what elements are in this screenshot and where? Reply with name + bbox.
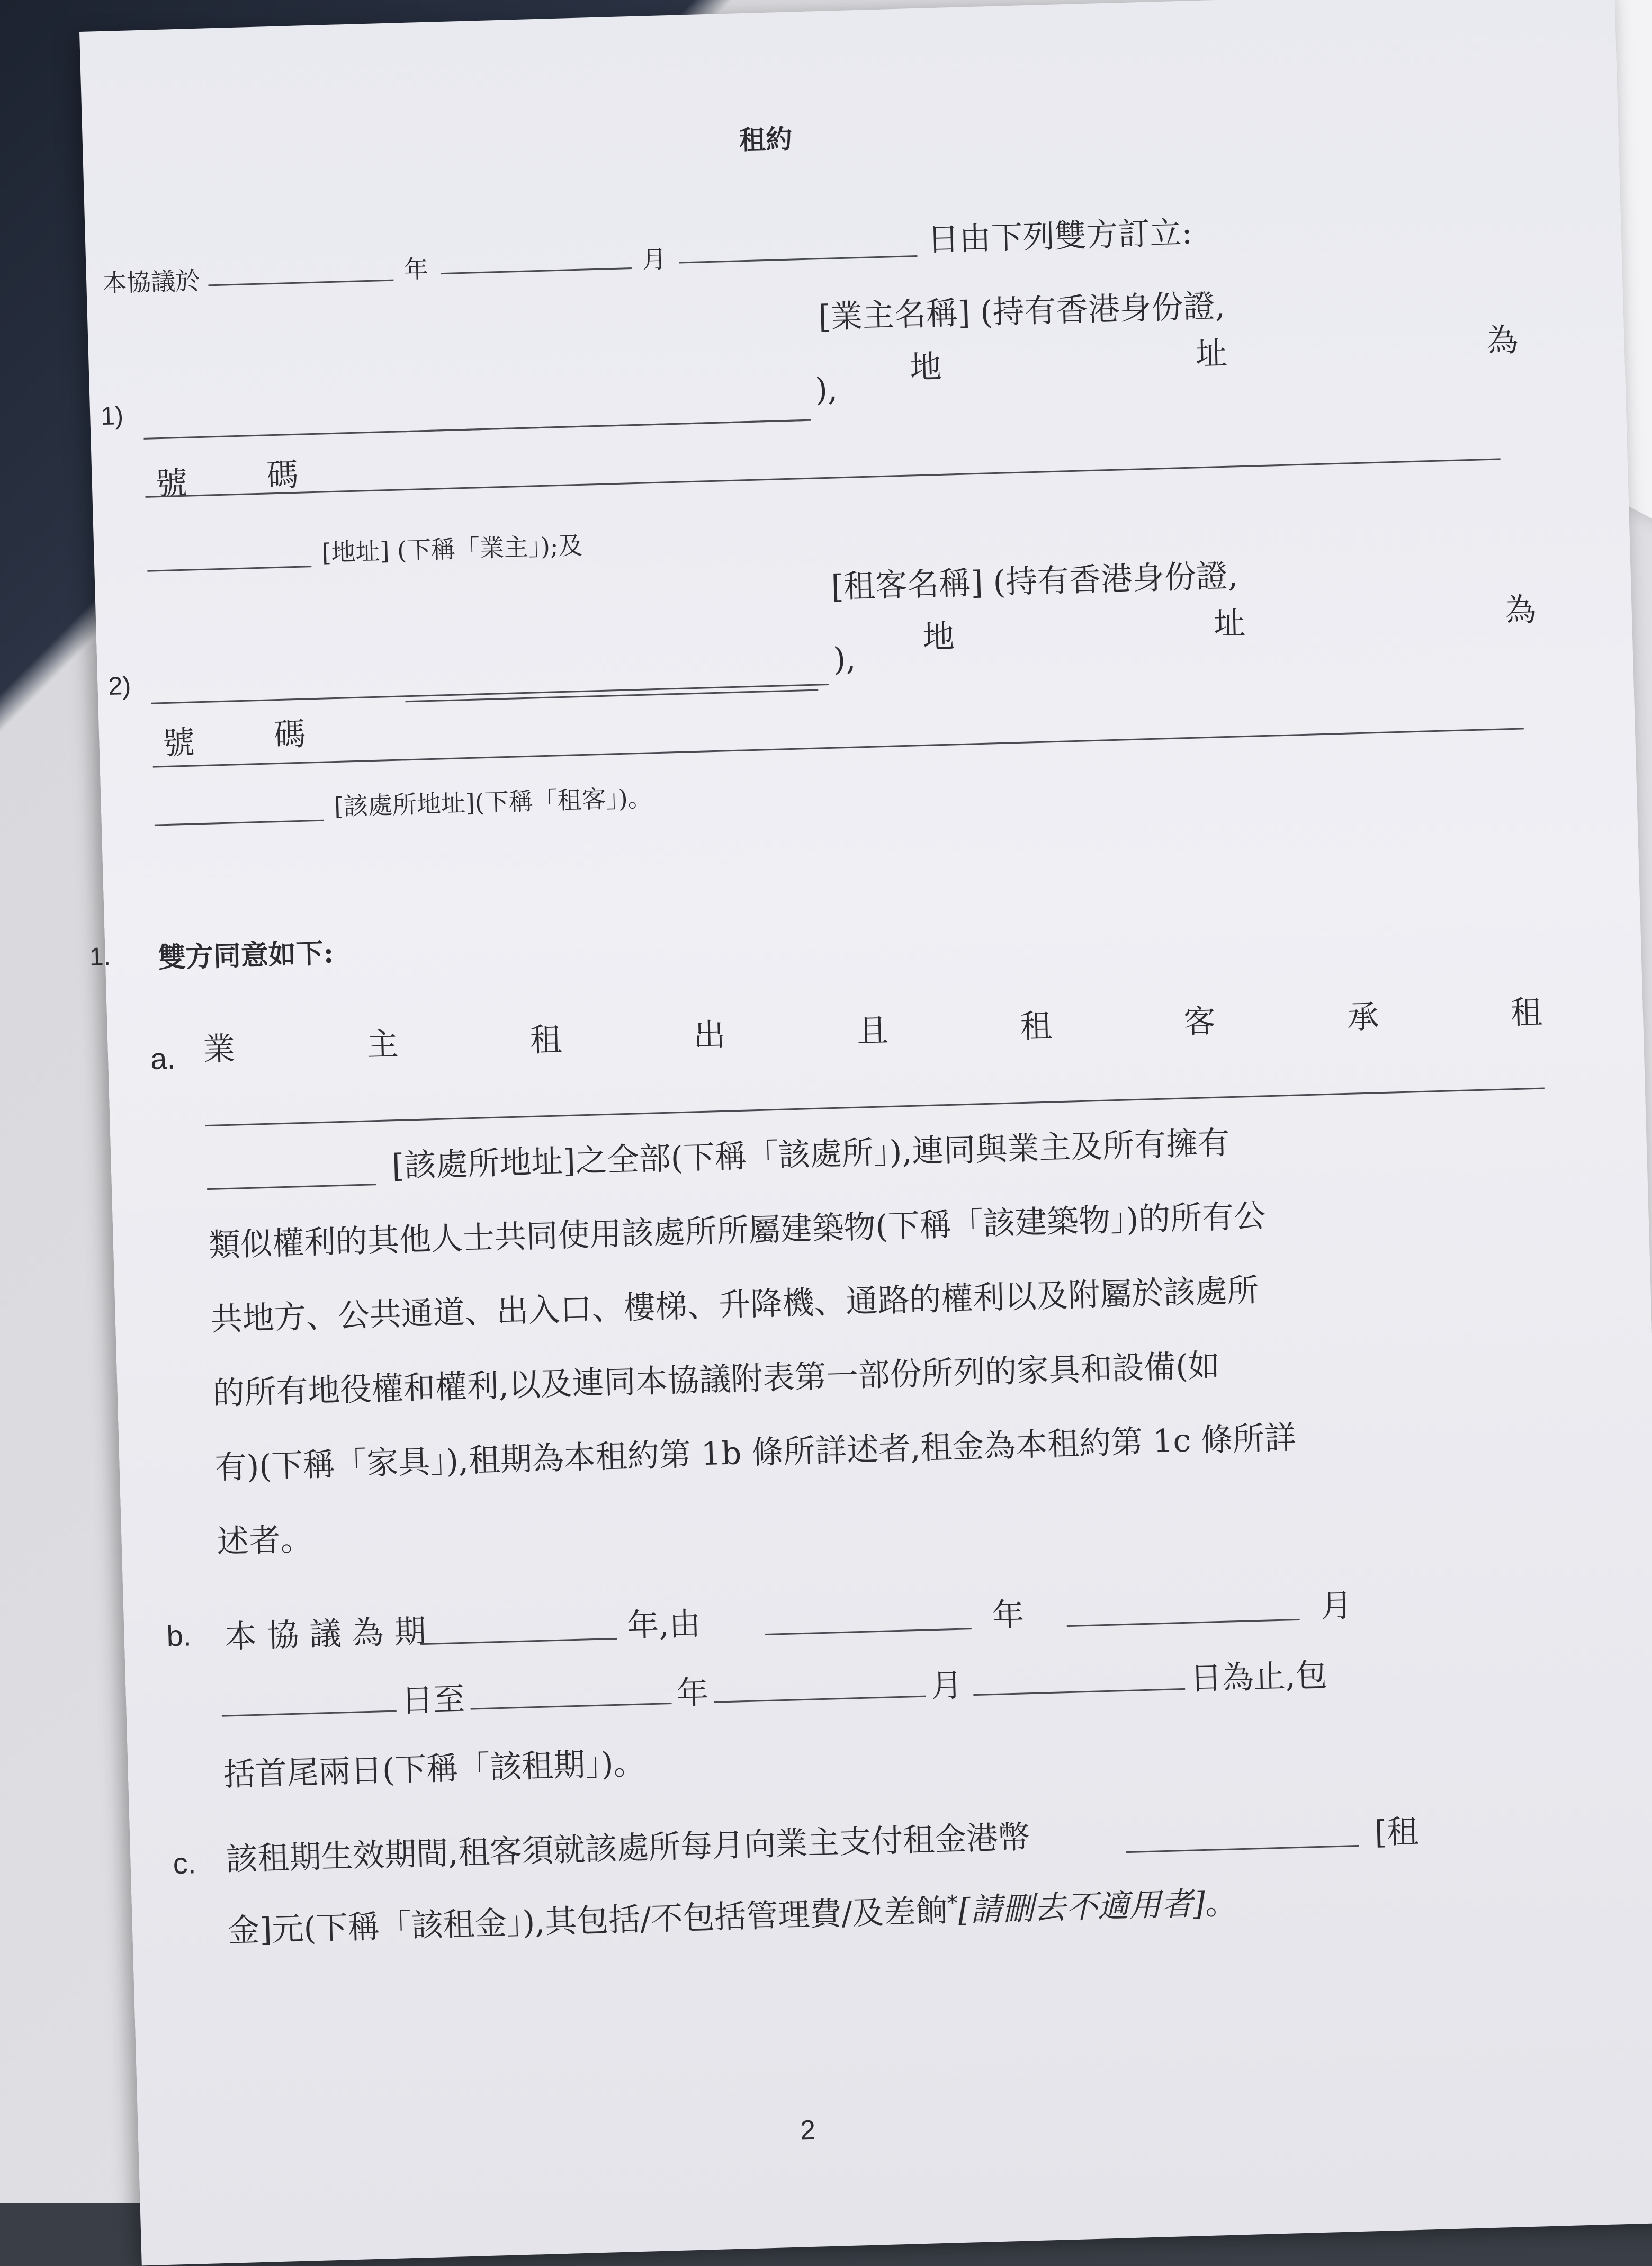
clause-b-from-day-line: [222, 1710, 397, 1717]
party1-paren-close: ),: [814, 371, 838, 409]
clause-b-to-year-line: [471, 1703, 672, 1710]
clause-a-line5: 的所有地役權和權利,以及連同本協議附表第一部份所列的家具和設備(如: [212, 1347, 1220, 1412]
blank-month-line: [679, 255, 918, 264]
party1-id-char2: 碼: [266, 456, 299, 495]
clause-b-w8: 日為止,包: [1189, 1656, 1328, 1698]
clause-a-line3: 類似權利的其他人士共同使用該處所所屬建築物(下稱「該建築物」)的所有公: [208, 1197, 1267, 1265]
party2-name-label: [租客名稱] (持有香港身份證,: [830, 557, 1238, 606]
clause-c-delete-note: [請刪去不適用者]: [957, 1885, 1206, 1930]
clause-a-line7: 述者。: [216, 1520, 313, 1561]
party1-address-line2: [147, 566, 311, 572]
clause-c-line1-end: [租: [1373, 1813, 1420, 1852]
party1-number: 1): [100, 401, 124, 431]
party1-address-line: [146, 458, 1501, 497]
clause-a-char: 承: [1346, 998, 1380, 1036]
clause-a-premises-line: [205, 1088, 1545, 1127]
clause-a-char: 租: [529, 1021, 562, 1059]
clause-c-line2: [227, 1877, 1237, 1951]
clause-c-rent-line: [1126, 1845, 1359, 1853]
clause-a-label: a.: [150, 1041, 176, 1076]
clause-b-from-month-line: [1067, 1619, 1300, 1627]
document-title: 租約: [739, 123, 793, 156]
clause-a-char: 租: [1510, 993, 1543, 1032]
clause-b-w4: 月: [1319, 1587, 1353, 1625]
party1-id-char1: 號: [155, 464, 188, 503]
clause-a-char: 且: [856, 1012, 890, 1050]
clause-a-line6: 有)(下稱「家具」),租期為本租約第 1b 條所詳述者,租金為本租約第 1c 條所詳: [214, 1419, 1297, 1486]
clause-c-line2-c: 。: [1205, 1884, 1238, 1923]
clause-b-to-month-line: [714, 1696, 926, 1703]
party2-paren-close: ),: [832, 640, 857, 678]
date-prefix: 本協議於: [102, 266, 200, 298]
party1-name-label: [業主名稱] (持有香港身份證,: [818, 287, 1226, 336]
clause-a-char: 租: [1019, 1007, 1053, 1046]
blank-day-line: [208, 280, 393, 286]
party2-addr-char2: 址: [1213, 604, 1246, 643]
clause-b-to-day-line: [973, 1688, 1185, 1696]
clause-a-spaced-line: [202, 987, 1542, 1070]
clause-a-line2: [該處所地址]之全部(下稱「該處所」),連同與業主及所有擁有: [391, 1124, 1231, 1185]
clause-b-w3: 年: [992, 1596, 1025, 1635]
party1-addr-char2: 址: [1195, 335, 1228, 373]
lease-page: [79, 0, 1652, 2265]
party2-name-line: [151, 684, 829, 704]
clause-b-years-line: [421, 1638, 617, 1645]
clause-c-line2-a: 金]元(下稱「該租金」),其包括/不包括管理費/及差餉: [227, 1892, 948, 1950]
date-month-label: 月: [641, 245, 667, 274]
party2-address-line: [153, 728, 1524, 767]
party1-tail: [地址] (下稱「業主」);及: [321, 531, 583, 567]
party1-addr-char1: 地: [909, 348, 942, 387]
page-number: 2: [800, 2115, 816, 2146]
party2-number: 2): [107, 671, 131, 701]
party2-id-char1: 號: [162, 724, 195, 763]
party1-id-line: [392, 419, 805, 433]
party2-address-line2: [155, 820, 324, 826]
clause-a-char: 出: [693, 1016, 726, 1055]
party2-id-char2: 碼: [273, 715, 307, 754]
clause-a-char: 客: [1183, 1002, 1216, 1041]
clause-b-label: b.: [166, 1618, 192, 1653]
clause-b-w6: 年: [676, 1674, 710, 1712]
section1-heading: 雙方同意如下:: [158, 937, 334, 974]
clause-b-line3: 括首尾兩日(下稱「該租期」)。: [223, 1744, 646, 1794]
party2-addr-char1: 地: [922, 618, 955, 656]
clause-c-line1: 該租期生效期間,租客須就該處所每月向業主支付租金港幣: [225, 1819, 1030, 1878]
clause-b-w5: 日至: [401, 1680, 466, 1720]
clause-b-w2: 年,由: [626, 1605, 702, 1645]
clause-b-from-year-line: [765, 1628, 972, 1635]
section1-number: 1.: [89, 943, 111, 972]
clause-a-char: 業: [202, 1030, 236, 1069]
page-content: [79, 0, 1652, 2202]
party2-addr-char3: 為: [1504, 591, 1537, 630]
clause-c-label: c.: [172, 1846, 197, 1880]
clause-a-premises-line2: [207, 1184, 376, 1190]
clause-a-line4: 共地方、公共通道、出入口、樓梯、升降機、通路的權利以及附屬於該處所: [210, 1271, 1260, 1339]
clause-b-w7: 月: [930, 1667, 963, 1705]
clause-c-asterisk: *: [947, 1891, 958, 1916]
blank-year-line: [441, 267, 632, 274]
date-suffix: 日由下列雙方訂立:: [927, 214, 1193, 259]
date-year-label: 年: [403, 254, 429, 284]
party2-tail: [該處所地址](下稱「租客」)。: [334, 783, 653, 821]
party1-addr-char3: 為: [1486, 321, 1519, 360]
clause-b-w1: 本協議為期: [224, 1613, 437, 1656]
clause-a-char: 主: [366, 1025, 399, 1064]
